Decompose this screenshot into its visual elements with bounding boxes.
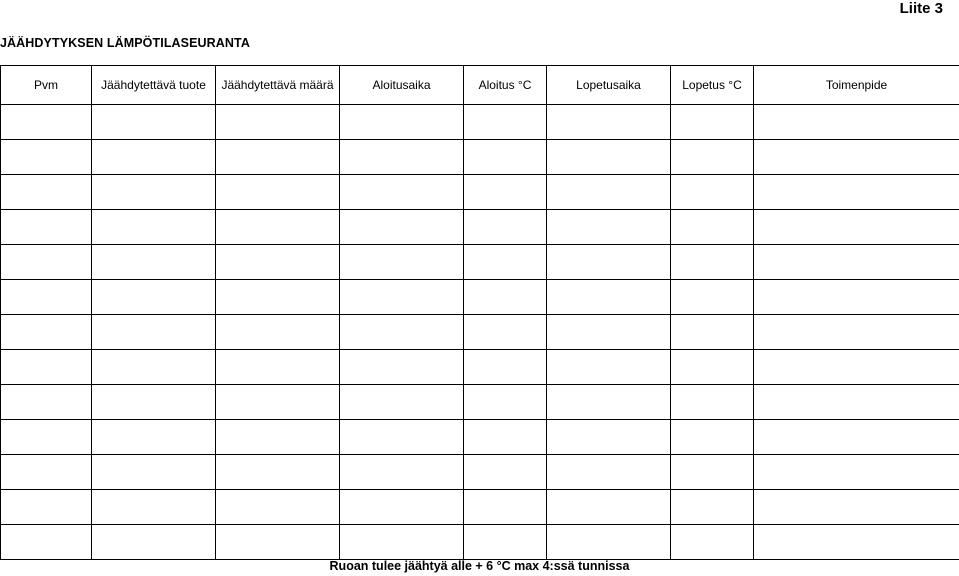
table-cell[interactable] bbox=[671, 350, 754, 385]
table-cell[interactable] bbox=[547, 105, 671, 140]
table-cell[interactable] bbox=[547, 455, 671, 490]
table-cell[interactable] bbox=[547, 315, 671, 350]
table-cell[interactable] bbox=[464, 490, 547, 525]
table-cell[interactable] bbox=[1, 350, 92, 385]
table-body bbox=[1, 105, 959, 560]
table-cell[interactable] bbox=[216, 175, 340, 210]
table-cell[interactable] bbox=[754, 280, 959, 315]
table-cell[interactable] bbox=[464, 245, 547, 280]
table-cell[interactable] bbox=[754, 140, 959, 175]
column-header-date: Pvm bbox=[1, 66, 92, 105]
table-cell[interactable] bbox=[547, 525, 671, 560]
table-row bbox=[1, 315, 959, 350]
table-cell[interactable] bbox=[1, 280, 92, 315]
table-row bbox=[1, 105, 959, 140]
table-cell[interactable] bbox=[671, 525, 754, 560]
table-cell[interactable] bbox=[671, 105, 754, 140]
appendix-label: Liite 3 bbox=[899, 0, 943, 17]
table-cell[interactable] bbox=[92, 245, 216, 280]
table-cell[interactable] bbox=[464, 105, 547, 140]
table-cell[interactable] bbox=[464, 525, 547, 560]
table-cell[interactable] bbox=[754, 350, 959, 385]
table-cell[interactable] bbox=[464, 315, 547, 350]
table-cell[interactable] bbox=[1, 315, 92, 350]
table-row bbox=[1, 280, 959, 315]
table-cell[interactable] bbox=[92, 350, 216, 385]
table-cell[interactable] bbox=[671, 210, 754, 245]
table-cell[interactable] bbox=[216, 280, 340, 315]
table-cell[interactable] bbox=[216, 350, 340, 385]
table-cell[interactable] bbox=[754, 245, 959, 280]
table-cell[interactable] bbox=[671, 455, 754, 490]
table-cell[interactable] bbox=[1, 105, 92, 140]
table-row bbox=[1, 420, 959, 455]
table-cell[interactable] bbox=[754, 315, 959, 350]
table-row bbox=[1, 245, 959, 280]
column-header-quantity: Jäähdytettävä määrä bbox=[216, 66, 340, 105]
table-cell[interactable] bbox=[92, 385, 216, 420]
table-row bbox=[1, 140, 959, 175]
footer-note: Ruoan tulee jäähtyä alle + 6 °C max 4:ssä tunnissa bbox=[329, 559, 630, 573]
table-cell[interactable] bbox=[754, 210, 959, 245]
column-header-end-temp: Lopetus °C bbox=[671, 66, 754, 105]
table-cell[interactable] bbox=[92, 140, 216, 175]
table-cell[interactable] bbox=[547, 350, 671, 385]
table-cell[interactable] bbox=[216, 105, 340, 140]
table-cell[interactable] bbox=[92, 455, 216, 490]
table-cell[interactable] bbox=[754, 175, 959, 210]
document-title: JÄÄHDYTYKSEN LÄMPÖTILASEURANTA bbox=[0, 36, 250, 50]
table-row bbox=[1, 210, 959, 245]
table-cell[interactable] bbox=[671, 175, 754, 210]
table-cell[interactable] bbox=[340, 525, 464, 560]
table-cell[interactable] bbox=[216, 140, 340, 175]
table-cell[interactable] bbox=[547, 280, 671, 315]
table-cell[interactable] bbox=[92, 525, 216, 560]
table-row bbox=[1, 455, 959, 490]
table-row bbox=[1, 385, 959, 420]
table-cell[interactable] bbox=[92, 315, 216, 350]
table-cell[interactable] bbox=[340, 280, 464, 315]
table-cell[interactable] bbox=[671, 315, 754, 350]
table-row bbox=[1, 175, 959, 210]
table-cell[interactable] bbox=[92, 280, 216, 315]
table-cell[interactable] bbox=[216, 455, 340, 490]
table-cell[interactable] bbox=[340, 245, 464, 280]
table-cell[interactable] bbox=[216, 245, 340, 280]
table-cell[interactable] bbox=[1, 490, 92, 525]
table-cell[interactable] bbox=[464, 280, 547, 315]
table-cell[interactable] bbox=[464, 210, 547, 245]
table-cell[interactable] bbox=[340, 385, 464, 420]
table-cell[interactable] bbox=[464, 385, 547, 420]
table-cell[interactable] bbox=[754, 455, 959, 490]
column-header-end-time: Lopetusaika bbox=[547, 66, 671, 105]
table-cell[interactable] bbox=[1, 175, 92, 210]
table-cell[interactable] bbox=[1, 385, 92, 420]
table-cell[interactable] bbox=[464, 350, 547, 385]
table-cell[interactable] bbox=[92, 210, 216, 245]
table-cell[interactable] bbox=[216, 210, 340, 245]
table-cell[interactable] bbox=[464, 140, 547, 175]
table-cell[interactable] bbox=[92, 105, 216, 140]
column-header-product: Jäähdytettävä tuote bbox=[92, 66, 216, 105]
table-cell[interactable] bbox=[754, 490, 959, 525]
table-cell[interactable] bbox=[1, 420, 92, 455]
table-cell[interactable] bbox=[216, 490, 340, 525]
table-cell[interactable] bbox=[547, 245, 671, 280]
table-cell[interactable] bbox=[92, 420, 216, 455]
table-cell[interactable] bbox=[1, 525, 92, 560]
table-cell[interactable] bbox=[1, 210, 92, 245]
column-header-start-time: Aloitusaika bbox=[340, 66, 464, 105]
table-cell[interactable] bbox=[216, 420, 340, 455]
table-cell[interactable] bbox=[754, 525, 959, 560]
table-cell[interactable] bbox=[671, 280, 754, 315]
table-cell[interactable] bbox=[340, 420, 464, 455]
table-cell[interactable] bbox=[340, 350, 464, 385]
table-cell[interactable] bbox=[340, 105, 464, 140]
table-cell[interactable] bbox=[464, 455, 547, 490]
table-cell[interactable] bbox=[1, 140, 92, 175]
table-row bbox=[1, 525, 959, 560]
table-cell[interactable] bbox=[754, 385, 959, 420]
table-cell[interactable] bbox=[547, 210, 671, 245]
table-cell[interactable] bbox=[1, 245, 92, 280]
table-cell[interactable] bbox=[92, 490, 216, 525]
table-cell[interactable] bbox=[547, 140, 671, 175]
table-row bbox=[1, 490, 959, 525]
table-cell[interactable] bbox=[340, 455, 464, 490]
cooling-log-table bbox=[0, 65, 959, 560]
table-cell[interactable] bbox=[547, 420, 671, 455]
table-cell[interactable] bbox=[464, 420, 547, 455]
table-cell[interactable] bbox=[671, 245, 754, 280]
table-cell[interactable] bbox=[340, 315, 464, 350]
table-cell[interactable] bbox=[340, 490, 464, 525]
table-cell[interactable] bbox=[671, 385, 754, 420]
table-cell[interactable] bbox=[754, 420, 959, 455]
table-cell[interactable] bbox=[671, 420, 754, 455]
header-row bbox=[1, 66, 959, 105]
column-header-action: Toimenpide bbox=[754, 66, 959, 105]
table-cell[interactable] bbox=[547, 385, 671, 420]
table-cell[interactable] bbox=[340, 140, 464, 175]
table-cell[interactable] bbox=[754, 105, 959, 140]
table-cell[interactable] bbox=[216, 385, 340, 420]
column-header-start-temp: Aloitus °C bbox=[464, 66, 547, 105]
table-cell[interactable] bbox=[92, 175, 216, 210]
table-cell[interactable] bbox=[671, 140, 754, 175]
table-cell[interactable] bbox=[216, 525, 340, 560]
table-cell[interactable] bbox=[547, 175, 671, 210]
table-cell[interactable] bbox=[216, 315, 340, 350]
table-cell[interactable] bbox=[340, 175, 464, 210]
table-cell[interactable] bbox=[1, 455, 92, 490]
table-cell[interactable] bbox=[464, 175, 547, 210]
table-cell[interactable] bbox=[547, 490, 671, 525]
table-cell[interactable] bbox=[671, 490, 754, 525]
table-row bbox=[1, 350, 959, 385]
table-cell[interactable] bbox=[340, 210, 464, 245]
